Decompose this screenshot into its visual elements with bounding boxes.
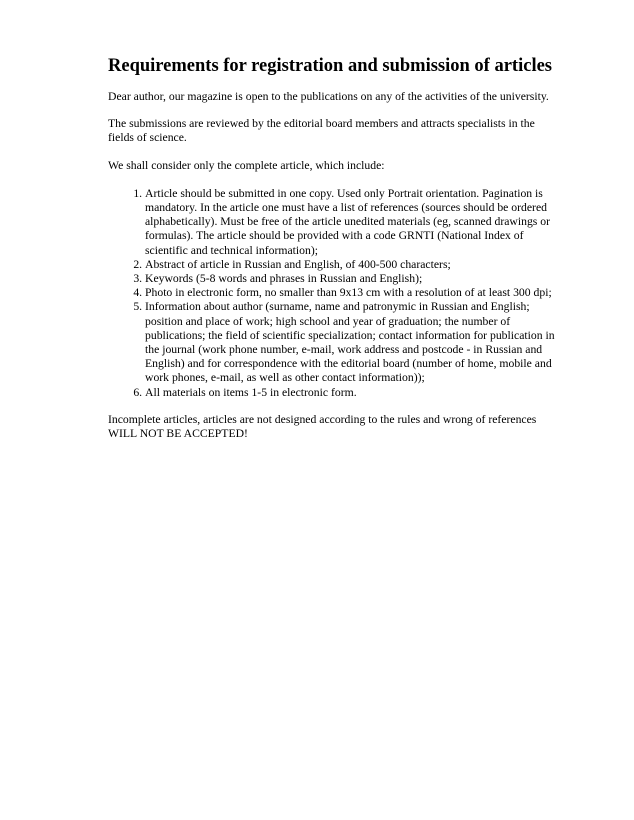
- list-item: 6. All materials on items 1-5 in electronic form.: [145, 386, 560, 400]
- page-title: Requirements for registration and submission of articles: [108, 56, 552, 76]
- list-intro-paragraph: We shall consider only the complete article, which include:: [108, 158, 385, 172]
- list-item: 2. Abstract of article in Russian and English, of 400-500 characters;: [145, 258, 560, 272]
- list-item: 5. Information about author (surname, name and patronymic in Russian and English; position and place of work; high school and year of graduation; the number of publications; the field of scientific specialization; contact information for publication in the journal (work phone number, e-mail, work address and postcode - in Russian and English) and for correspondence with the editorial board (number of home, mobile and work phones, e-mail, as well as other contact information));: [145, 300, 560, 385]
- review-paragraph: The submissions are reviewed by the editorial board members and attracts specialists in the fields of science.: [108, 117, 535, 145]
- list-item: 3. Keywords (5-8 words and phrases in Russian and English);: [145, 272, 560, 286]
- closing-line: Incomplete articles, articles are not designed according to the rules and wrong of references: [108, 412, 537, 426]
- requirements-list: [108, 187, 560, 400]
- list-item: 1. Article should be submitted in one copy. Used only Portrait orientation. Pagination is mandatory. In the article one must have a list of references (sources should be ordered alphabetically). Must be free of the article unedited materials (eg, scanned drawings or formulas). The article should be provided with a code GRNTI (National Index of scientific and technical information);: [145, 187, 560, 258]
- closing-paragraph: [108, 413, 560, 441]
- warning-text: WILL NOT BE ACCEPTED!: [108, 427, 248, 441]
- list-item: 4. Photo in electronic form, no smaller than 9x13 cm with a resolution of at least 300 dpi;: [145, 286, 560, 300]
- document-page: [108, 54, 560, 441]
- intro-paragraph: Dear author, our magazine is open to the publications on any of the activities of the university.: [108, 90, 549, 103]
